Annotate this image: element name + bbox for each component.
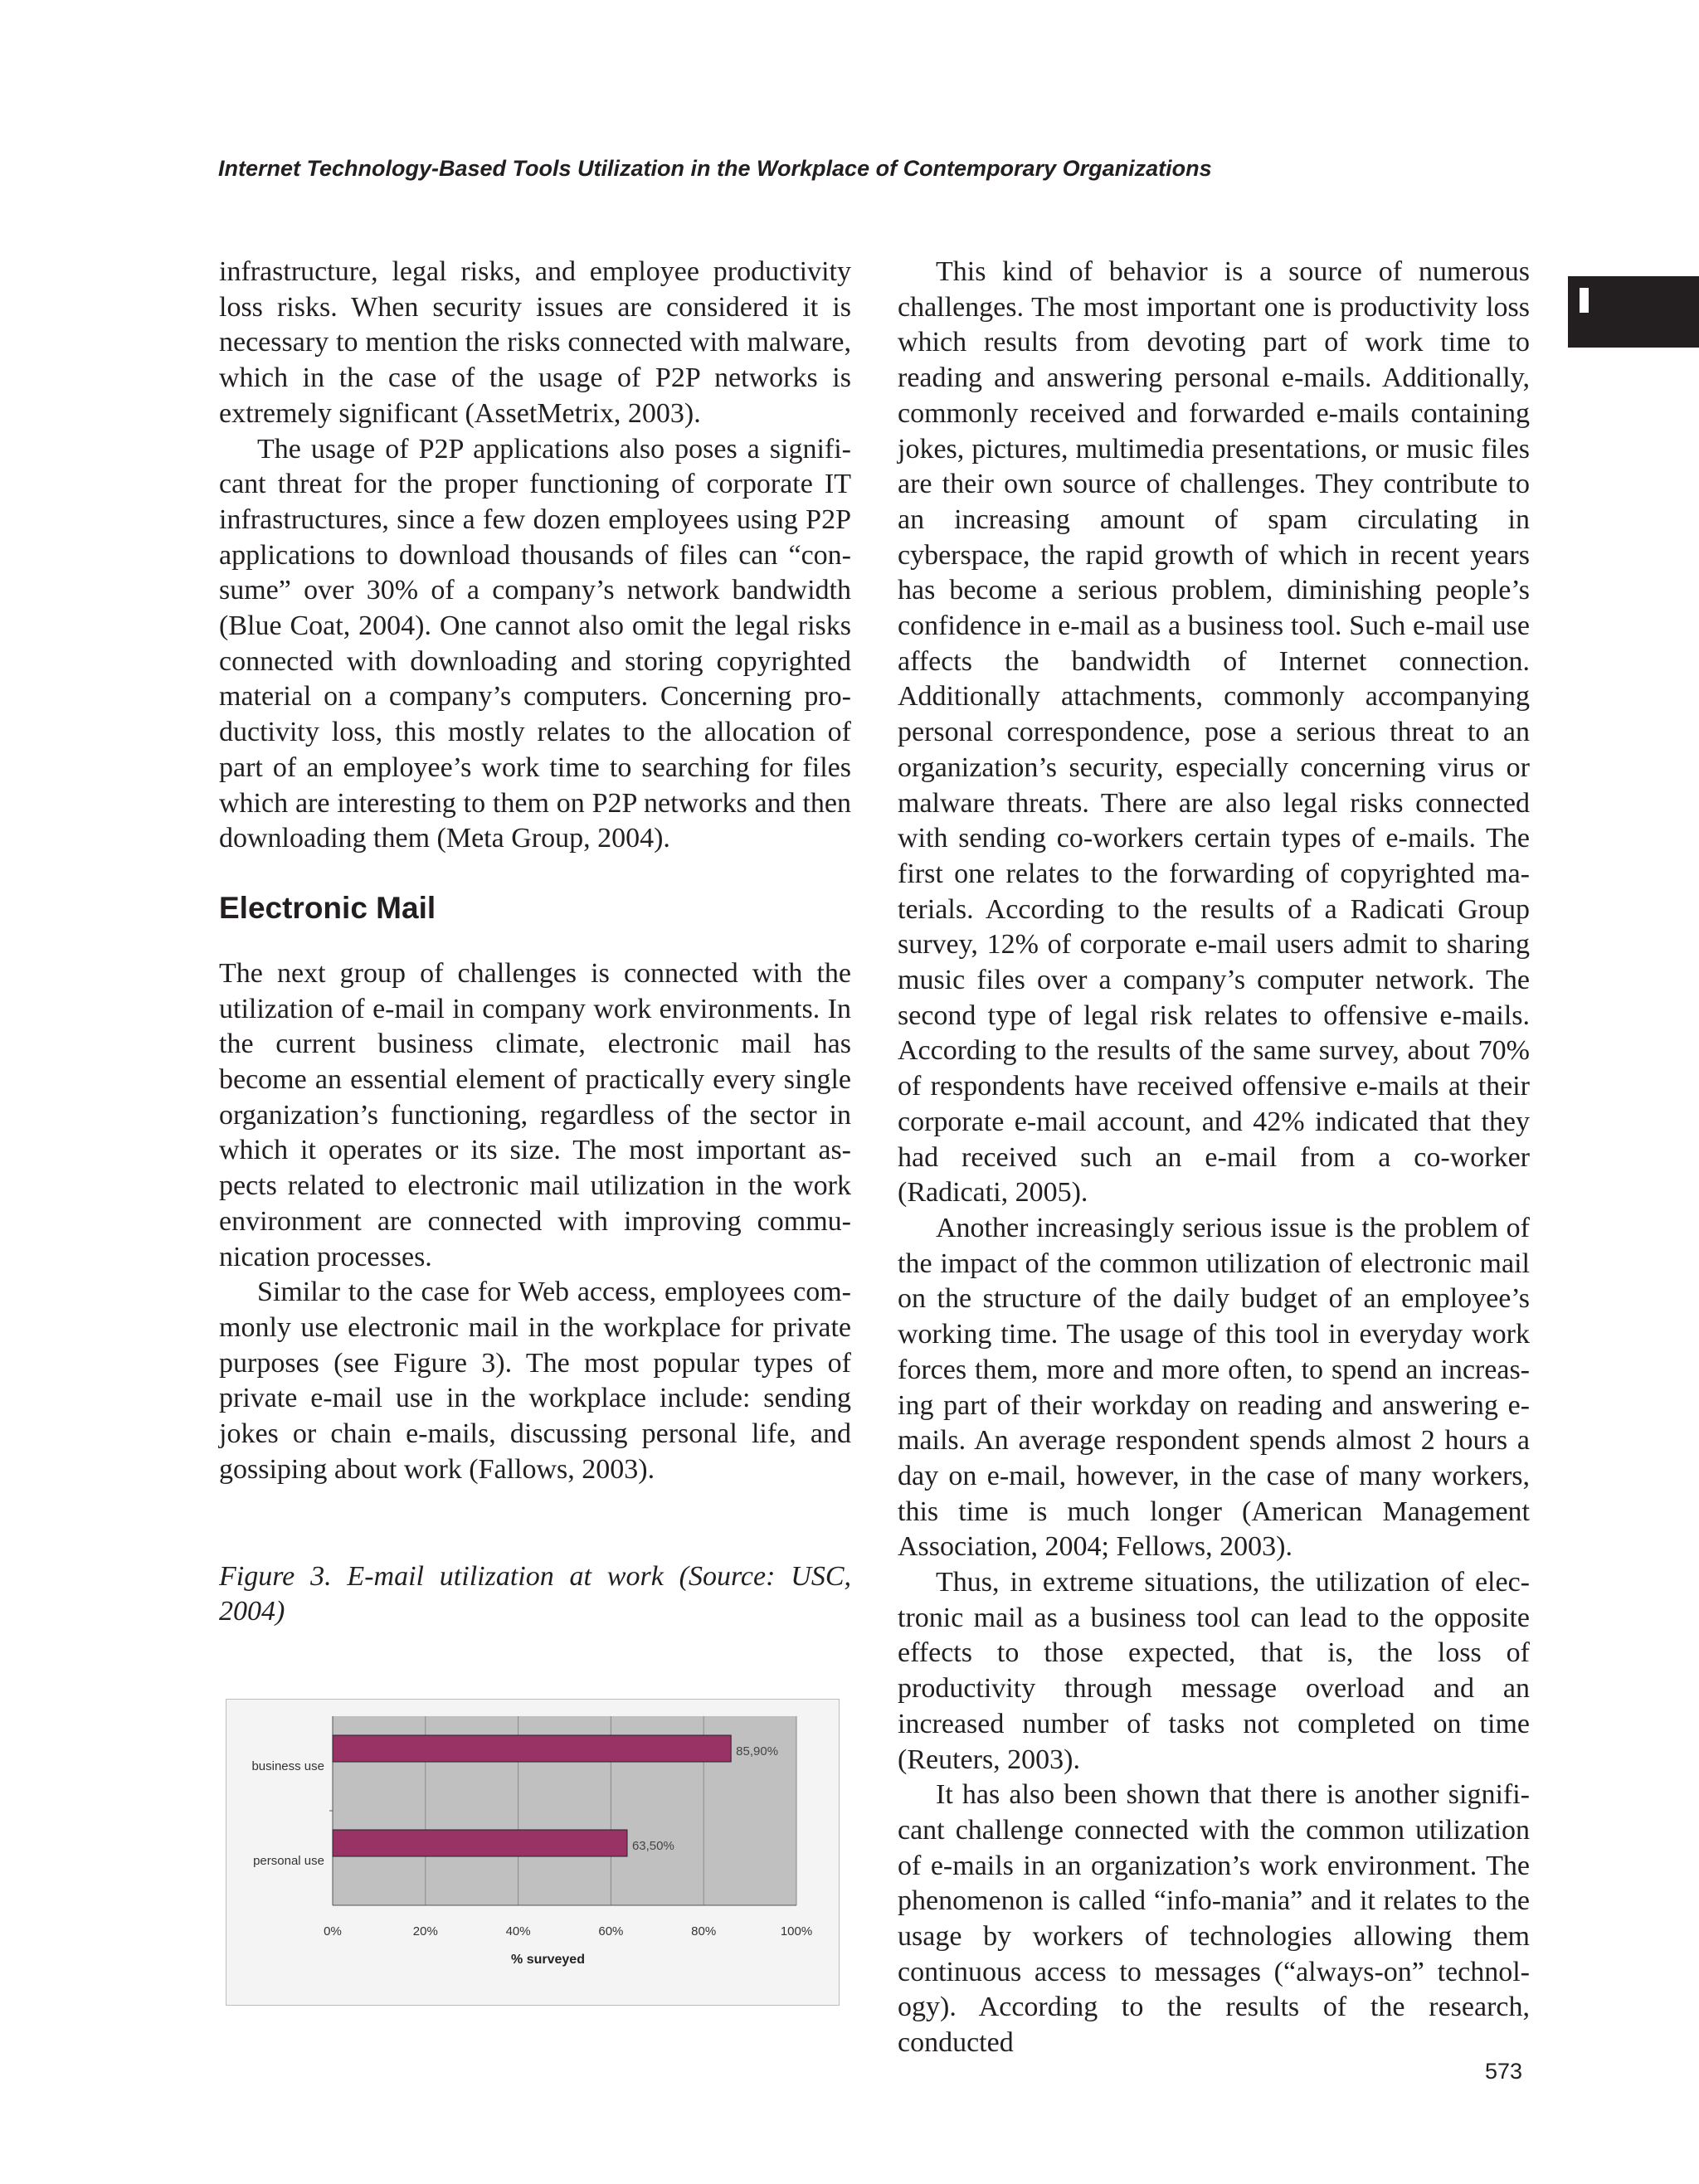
bar-business-use — [333, 1735, 731, 1762]
x-tick-label: 60% — [598, 1924, 624, 1938]
x-axis-title: % surveyed — [511, 1953, 585, 1967]
paragraph: The usage of P2P applications also poses a significant threat for the proper functioning of corporate IT infrastructures, since a few dozen employees using P2P applications to download thousands of files can “consume” over 30% of a company’s network bandwidth (Blue Coat, 2004). One cannot also omit the legal risks connected with downloading and storing copyrighted material on a company’s computers. Concerning productivity loss, this mostly relates to the allocation of part of an employee’s work time to searching for files which are interesting to them on P2P networks and then downloading them (Meta Group, 2004). — [219, 433, 851, 854]
x-tick-label: 100% — [780, 1924, 813, 1938]
running-title: Internet Technology-Based Tools Utilization in the Workplace of Contemporary Organizations — [218, 156, 1212, 181]
bar-value-label: 85,90% — [736, 1744, 779, 1758]
bar-value-label: 63,50% — [631, 1839, 674, 1853]
page-number: 573 — [1485, 2059, 1523, 2084]
paragraph: Similar to the case for Web access, employees commonly use electronic mail in the workplace for private purposes (see Figure 3). The most popular types of private e-mail use in the workplace include: sending jokes or chain e-mails, discussing personal life, and gossiping about work (Fallows, 2003). — [219, 1277, 851, 1485]
left-column — [219, 255, 851, 1630]
section-thumb-tab — [1568, 276, 1699, 348]
paragraph: It has also been shown that there is another significant challenge connected with the common utilization of e-mails in an organization’s work environment. The phenomenon is called “info-mania” and it relates to the usage by workers of technologies allowing them continuous access to messages (“always-on” technology). According to the results of the research, conducted — [898, 1779, 1530, 2059]
figure-caption: Figure 3. E-mail utilization at work (Source: USC, 2004) — [219, 1560, 851, 1627]
paragraph: The next group of challenges is connected with the utilization of e-mail in company work environments. In the current business climate, electronic mail has become an essential element of practically every single organization’s functioning, regardless of the sector in which it operates or its size. The most important aspects related to electronic mail utilization in the work environment are connected with improving communication processes. — [219, 957, 851, 1272]
bar-personal-use — [333, 1830, 627, 1856]
section-heading: Electronic Mail — [219, 890, 436, 925]
y-category-label: business use — [251, 1759, 324, 1773]
right-column — [898, 255, 1530, 2061]
chart-svg — [226, 1700, 838, 2004]
paragraph: infrastructure, legal risks, and employee productivity loss risks. When security issues are considered it is necessary to mention the risks connected with malware, which in the case of the usage of P2P networks is extremely significant (AssetMetrix, 2003). — [219, 256, 851, 429]
paragraph: Thus, in extreme situations, the utilization of electronic mail as a business tool can lead to the opposite effects to those expected, that is, the loss of productivity through message overload and an increased number of tasks not completed on time (Reuters, 2003). — [898, 1567, 1530, 1775]
section-letter-mark — [1580, 288, 1589, 313]
x-tick-label: 20% — [412, 1924, 438, 1938]
x-tick-label: 80% — [691, 1924, 717, 1938]
x-tick-label: 0% — [324, 1924, 342, 1938]
figure-3-chart — [226, 1699, 840, 2006]
x-tick-label: 40% — [505, 1924, 531, 1938]
paragraph: Another increasingly serious issue is the problem of the impact of the common utilization of electronic mail on the structure of the daily budget of an employee’s working time. The usage of this tool in everyday work forces them, more and more often, to spend an increasing part of their workday on reading and answering e-mails. An average respondent spends almost 2 hours a day on e-mail, however, in the case of many workers, this time is much longer (American Management Association, 2004; Fellows, 2003). — [898, 1212, 1530, 1563]
paragraph: This kind of behavior is a source of numerous challenges. The most important one is productivity loss which results from devoting part of work time to reading and answering personal e-mails. Additionally, commonly received and forwarded e-mails containing jokes, pictures, multimedia presentations, or music files are their own source of challenges. They contribute to an increasing amount of spam circulating in cyberspace, the rapid growth of which in recent years has become a serious problem, diminishing people’s confidence in e-mail as a business tool. Such e-mail use affects the bandwidth of Internet connection. Additionally attachments, commonly accompanying personal correspondence, pose a serious threat to an organization’s security, especially concerning virus or malware threats. There are also legal risks connected with sending co-workers certain types of e-mails. The first one relates to the forwarding of copyrighted materials. According to the results of a Radicati Group survey, 12% of corporate e-mail users admit to sharing music files over a company’s computer network. The second type of legal risk relates to offensive e-mails. According to the results of the same survey, about 70% of respondents have received offensive e-mails at their corporate e-mail account, and 42% indicated that they had received such an e-mail from a co-worker (Radicati, 2005). — [898, 256, 1530, 1209]
y-category-label: personal use — [253, 1854, 324, 1868]
